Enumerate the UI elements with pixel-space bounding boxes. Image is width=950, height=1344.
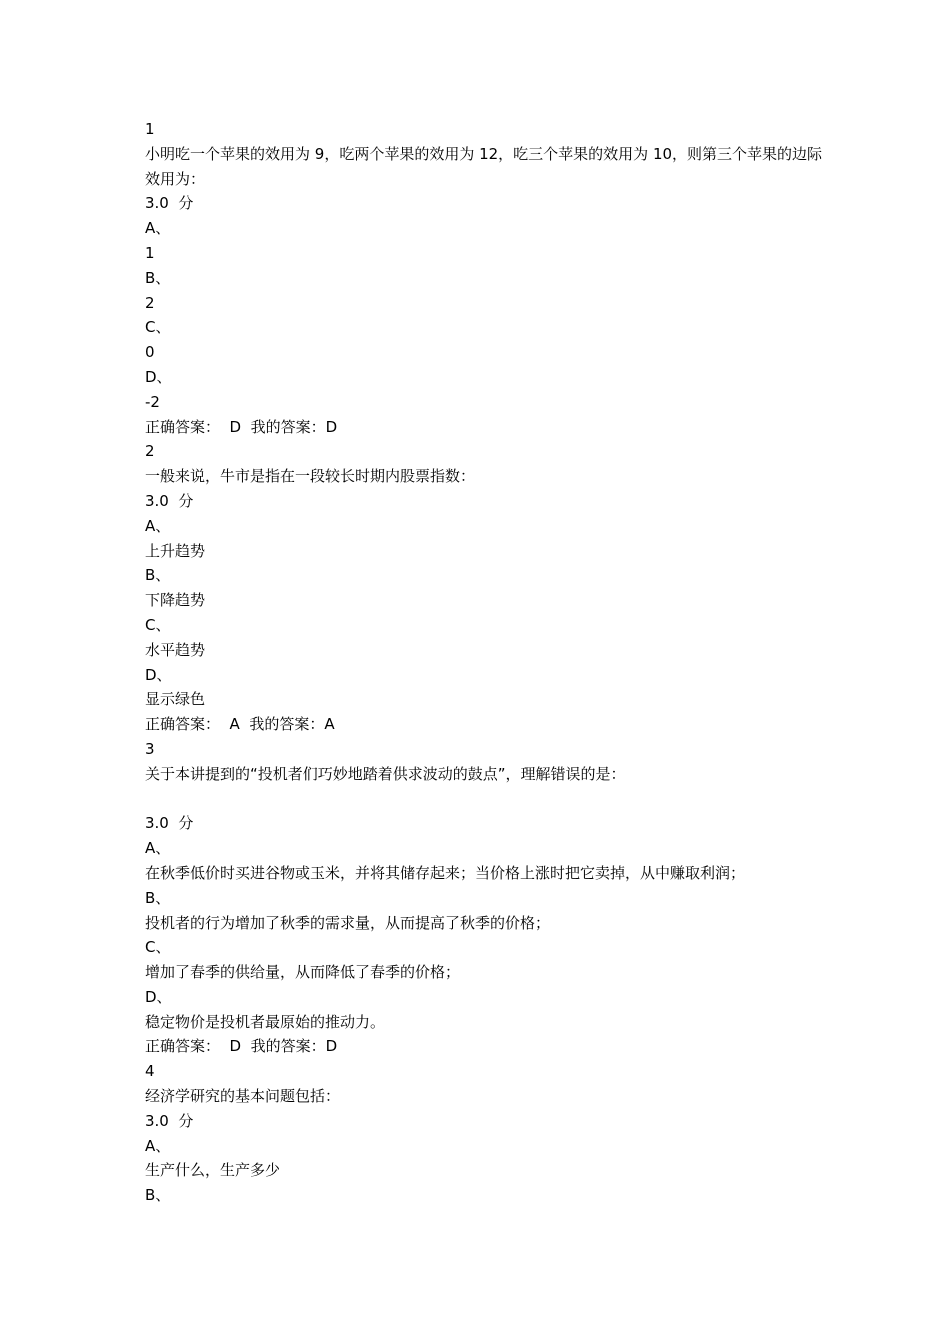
option-label: A、 xyxy=(145,219,171,238)
option-text: 水平趋势 xyxy=(145,640,206,659)
option-label: D、 xyxy=(145,987,172,1006)
option-text: 显示绿色 xyxy=(145,690,206,709)
question-text: 一般来说，牛市是指在一段较长时期内股票指数： xyxy=(145,467,476,486)
blank-line xyxy=(145,787,825,812)
option-label: D、 xyxy=(145,665,172,684)
option-label: B、 xyxy=(145,1186,171,1205)
option-label: B、 xyxy=(145,268,171,287)
question-number: 1 xyxy=(145,120,155,138)
option-text: 1 xyxy=(145,243,155,262)
option-label: D、 xyxy=(145,367,172,386)
question-score: 3.0 分 xyxy=(145,1111,194,1130)
option-text: 生产什么，生产多少 xyxy=(145,1161,281,1180)
question-number: 3 xyxy=(145,739,155,758)
option-text: 增加了春季的供给量，从而降低了春季的价格； xyxy=(145,963,461,982)
option-text: 0 xyxy=(145,343,155,362)
option-text: 下降趋势 xyxy=(145,591,206,610)
option-text: 2 xyxy=(145,293,155,312)
question-score: 3.0 分 xyxy=(145,814,194,833)
option-text: 在秋季低价时买进谷物或玉米，并将其储存起来；当价格上涨时把它卖掉，从中赚取利润； xyxy=(145,863,746,882)
option-text: 投机者的行为增加了秋季的需求量，从而提高了秋季的价格； xyxy=(145,913,551,932)
option-label: A、 xyxy=(145,839,171,858)
question-score: 3.0 分 xyxy=(145,194,194,213)
option-text: -2 xyxy=(145,392,160,411)
question-number: 4 xyxy=(145,1062,155,1081)
question-text: 小明吃一个苹果的效用为 9，吃两个苹果的效用为 12，吃三个苹果的效用为 10，则第三个苹果的边际效用为： xyxy=(145,144,823,188)
option-label: C、 xyxy=(145,318,171,337)
document-page xyxy=(145,117,825,1208)
answer-line: 正确答案： A 我的答案：A xyxy=(145,715,335,734)
option-text: 上升趋势 xyxy=(145,541,206,560)
option-label: A、 xyxy=(145,1136,171,1155)
question-text: 关于本讲提到的“投机者们巧妙地踏着供求波动的鼓点”，理解错误的是： xyxy=(145,764,626,783)
option-label: A、 xyxy=(145,516,171,535)
option-label: B、 xyxy=(145,888,171,907)
answer-line: 正确答案： D 我的答案：D xyxy=(145,1037,338,1056)
question-text: 经济学研究的基本问题包括： xyxy=(145,1087,341,1106)
question-score: 3.0 分 xyxy=(145,491,194,510)
answer-line: 正确答案： D 我的答案：D xyxy=(145,417,338,436)
option-text: 稳定物价是投机者最原始的推动力。 xyxy=(145,1012,386,1031)
option-label: B、 xyxy=(145,566,171,585)
question-number: 2 xyxy=(145,442,155,461)
option-label: C、 xyxy=(145,938,171,957)
option-label: C、 xyxy=(145,615,171,634)
